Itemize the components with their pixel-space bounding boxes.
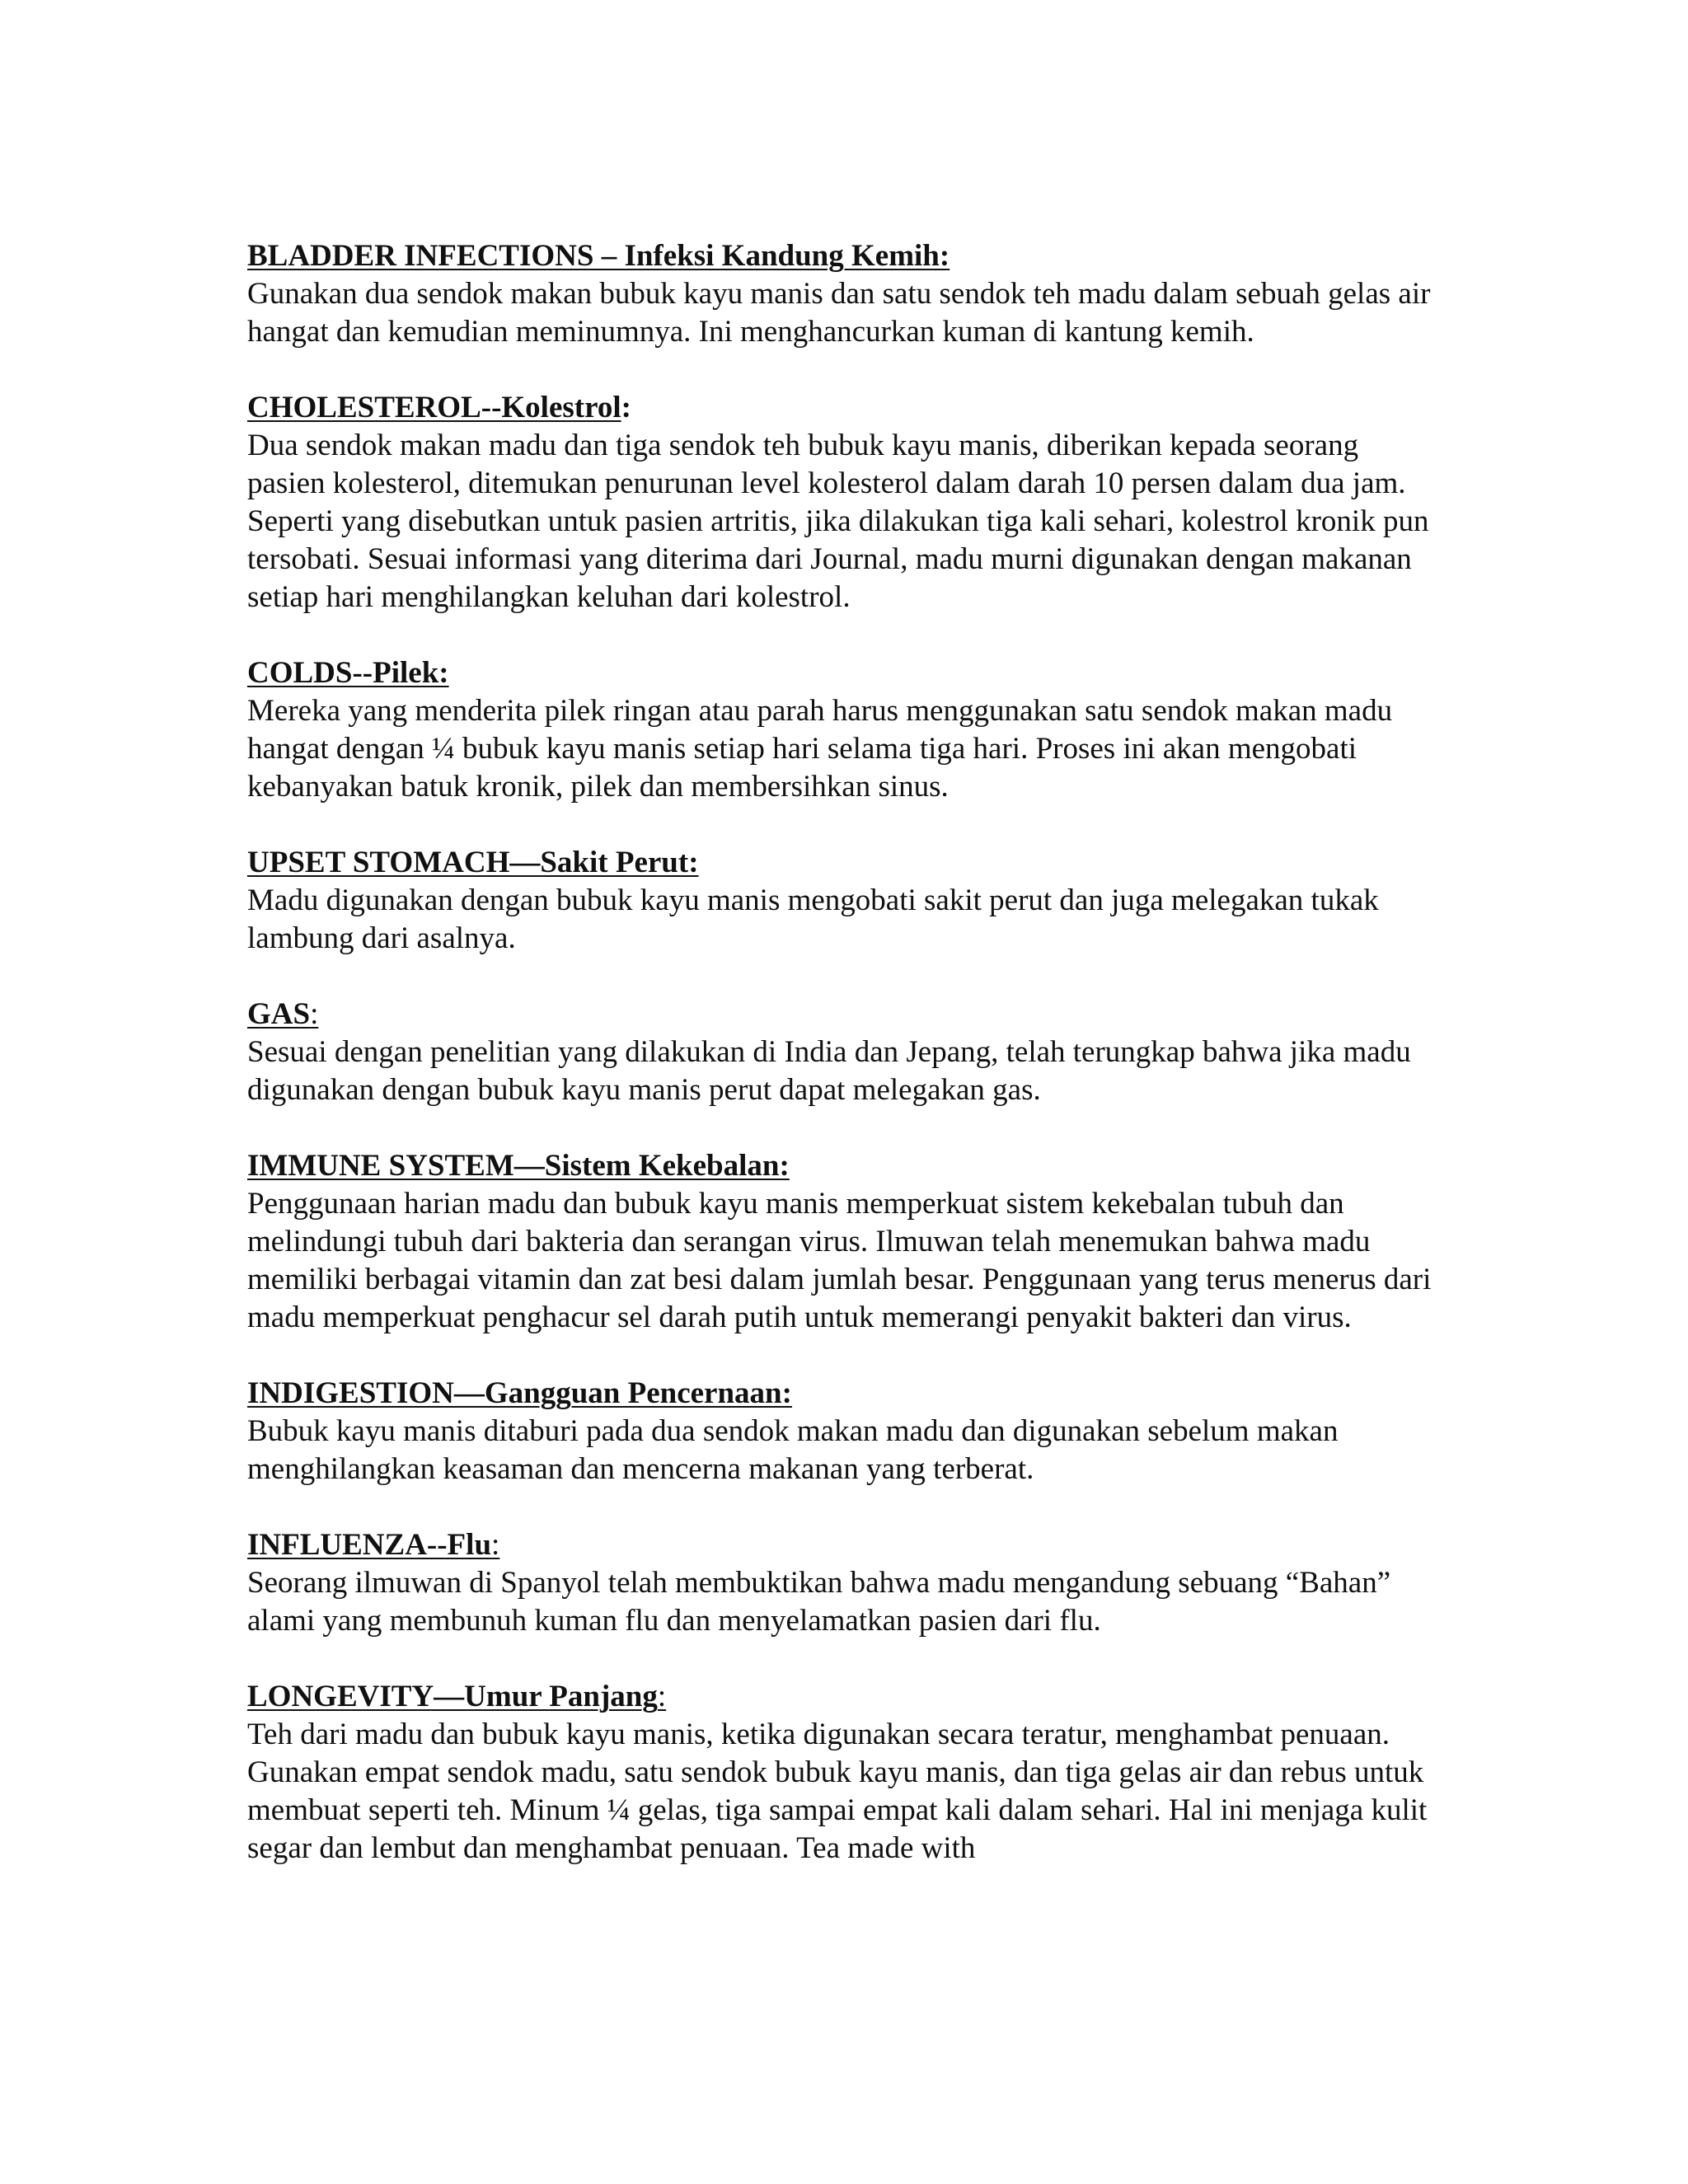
section-body: Penggunaan harian madu dan bubuk kayu manis memperkuat sistem kekebalan tubuh dan melindungi tubuh dari bakteria dan serangan virus. Ilmuwan telah menemukan bahwa madu memiliki berbagai vitamin dan zat besi dalam jumlah besar. Penggunaan yang terus menerus dari madu memperkuat penghacur sel darah putih untuk memerangi penyakit bakteri dan virus. xyxy=(247,1187,1432,1334)
section-body: Bubuk kayu manis ditaburi pada dua sendok makan madu dan digunakan sebelum makan menghilangkan keasaman dan mencerna makanan yang terberat. xyxy=(247,1414,1339,1486)
section-upset-stomach xyxy=(247,844,1442,958)
section-heading xyxy=(247,1678,1442,1716)
heading-colon: : xyxy=(310,997,319,1031)
section-gas xyxy=(247,996,1442,1109)
section-heading xyxy=(247,237,1442,275)
section-heading xyxy=(247,1375,1442,1413)
section-body: Sesuai dengan penelitian yang dilakukan di India dan Jepang, telah terungkap bahwa jika madu digunakan dengan bubuk kayu manis perut dapat melegakan gas. xyxy=(247,1035,1411,1107)
section-heading xyxy=(247,389,1442,427)
heading-text: UPSET STOMACH—Sakit Perut: xyxy=(247,846,699,879)
section-cholesterol xyxy=(247,389,1442,616)
section-indigestion xyxy=(247,1375,1442,1488)
section-body: Gunakan dua sendok makan bubuk kayu manis dan satu sendok teh madu dalam sebuah gelas air hangat dan kemudian meminumnya. Ini menghancurkan kuman di kantung kemih. xyxy=(247,277,1431,349)
heading-text: INDIGESTION—Gangguan Pencernaan: xyxy=(247,1376,792,1410)
section-immune-system xyxy=(247,1147,1442,1337)
section-body: Mereka yang menderita pilek ringan atau parah harus menggunakan satu sendok makan madu hangat dengan ¼ bubuk kayu manis setiap hari selama tiga hari. Proses ini akan mengobati kebanyakan batuk kronik, pilek dan membersihkan sinus. xyxy=(247,694,1393,804)
heading-colon: : xyxy=(657,1680,667,1713)
heading-text: LONGEVITY—Umur Panjang xyxy=(247,1680,658,1713)
section-body: Dua sendok makan madu dan tiga sendok teh bubuk kayu manis, diberikan kepada seorang pasien kolesterol, ditemukan penurunan level kolesterol dalam darah 10 persen dalam dua jam. Seperti yang disebutkan untuk pasien artritis, jika dilakukan tiga kali sehari, kolestrol kronik pun tersobati. Sesuai informasi yang diterima dari Journal, madu murni digunakan dengan makanan setiap hari menghilangkan keluhan dari kolestrol. xyxy=(247,429,1429,614)
section-heading xyxy=(247,654,1442,692)
section-influenza xyxy=(247,1526,1442,1640)
heading-text: IMMUNE SYSTEM—Sistem Kekebalan: xyxy=(247,1149,790,1183)
section-heading xyxy=(247,1526,1442,1564)
section-heading xyxy=(247,1147,1442,1185)
heading-text: INFLUENZA--Flu xyxy=(247,1528,492,1562)
heading-text: GAS xyxy=(247,997,311,1031)
section-body: Seorang ilmuwan di Spanyol telah membuktikan bahwa madu mengandung sebuang “Bahan” alami yang membunuh kuman flu dan menyelamatkan pasien dari flu. xyxy=(247,1566,1391,1638)
heading-colon: : xyxy=(491,1528,500,1562)
section-heading xyxy=(247,844,1442,882)
section-heading xyxy=(247,996,1442,1033)
section-body: Teh dari madu dan bubuk kayu manis, ketika digunakan secara teratur, menghambat penuaan. Gunakan empat sendok madu, satu sendok bubuk kayu manis, dan tiga gelas air dan rebus untuk membuat seperti teh. Minum ¼ gelas, tiga sampai empat kali dalam sehari. Hal ini menjaga kulit segar dan lembut dan menghambat penuaan. Tea made with xyxy=(247,1718,1428,1865)
heading-text: CHOLESTEROL--Kolestrol xyxy=(247,391,621,424)
heading-text: BLADDER INFECTIONS – Infeksi Kandung Kemih: xyxy=(247,239,950,273)
section-colds xyxy=(247,654,1442,806)
section-bladder-infections xyxy=(247,237,1442,351)
heading-text: COLDS--Pilek: xyxy=(247,656,449,690)
section-body: Madu digunakan dengan bubuk kayu manis mengobati sakit perut dan juga melegakan tukak lambung dari asalnya. xyxy=(247,883,1379,955)
heading-colon: : xyxy=(621,391,631,424)
document-content xyxy=(247,237,1442,1905)
section-longevity xyxy=(247,1678,1442,1868)
